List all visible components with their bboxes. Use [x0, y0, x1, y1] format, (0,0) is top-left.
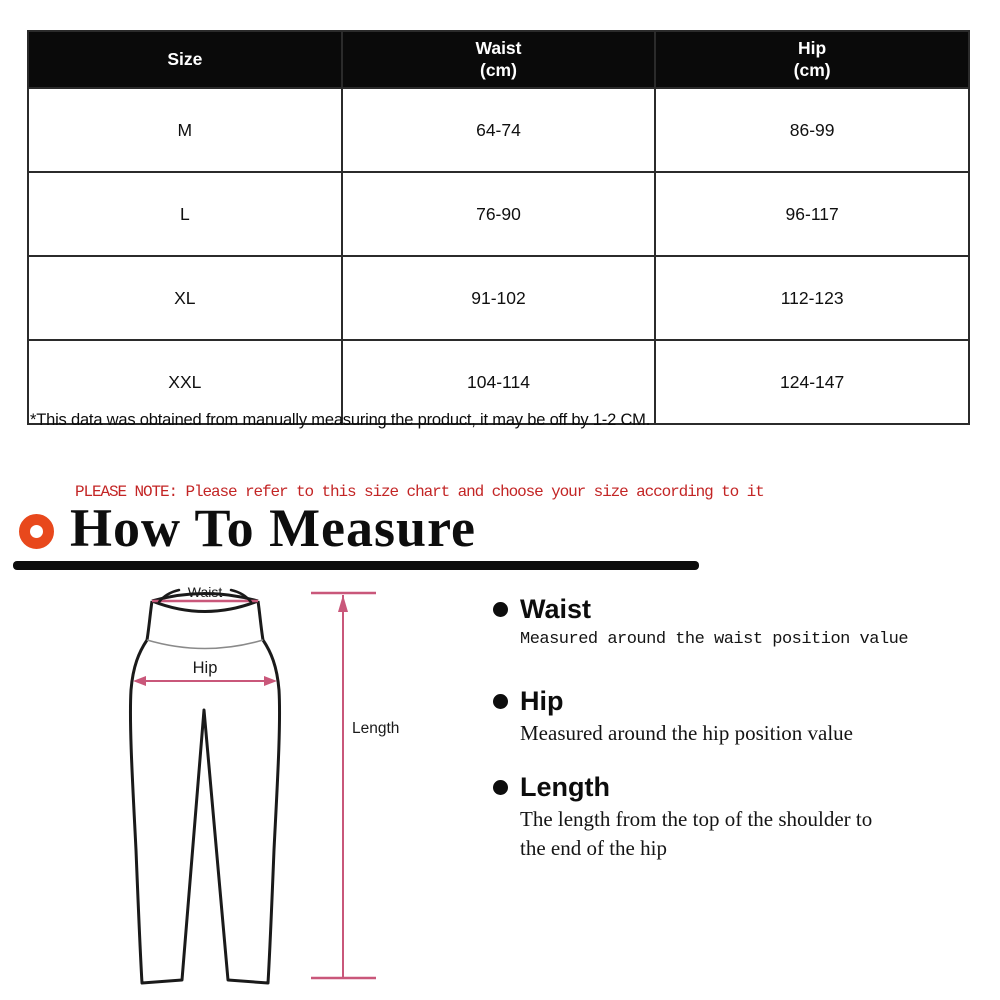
- waistband-seam: [147, 640, 263, 649]
- how-to-measure-heading: How To Measure: [70, 498, 477, 558]
- table-row-l: [28, 172, 969, 256]
- header-cell-size: [28, 31, 342, 88]
- waist-front-rim: [152, 601, 258, 612]
- bullet-desc-line: Measured around the waist position value: [520, 630, 909, 649]
- header-cell-waist: [342, 31, 656, 88]
- orange-ring-icon: [19, 514, 54, 549]
- table-header-row: [28, 31, 969, 88]
- header-label: Size: [167, 48, 203, 69]
- cell-hip: 124-147: [655, 340, 969, 424]
- cell-size: L: [28, 172, 342, 256]
- bullet-title: Hip: [520, 686, 564, 716]
- size-chart-table: [27, 30, 970, 425]
- cell-waist: 91-102: [342, 256, 656, 340]
- measure-bullet-length: [493, 772, 973, 863]
- cell-waist: 64-74: [342, 88, 656, 172]
- cell-size: XXL: [28, 340, 342, 424]
- bullet-title: Length: [520, 772, 610, 802]
- header-cell-hip: [655, 31, 969, 88]
- bullet-title: Waist: [520, 594, 592, 624]
- cell-size: XL: [28, 256, 342, 340]
- cell-waist: 76-90: [342, 172, 656, 256]
- table-row-m: [28, 88, 969, 172]
- bullet-dot-icon: [493, 694, 508, 709]
- length-label: Length: [352, 720, 400, 737]
- cell-hip: 96-117: [655, 172, 969, 256]
- measure-bullet-waist: [493, 594, 973, 653]
- header-label: Waist: [475, 37, 522, 58]
- hip-label: Hip: [192, 659, 218, 677]
- measure-bullet-hip: [493, 686, 973, 748]
- table-row-xl: [28, 256, 969, 340]
- bullet-desc-line: Measured around the hip position value: [520, 721, 854, 745]
- header-unit: (cm): [793, 59, 831, 80]
- cell-waist: 104-114: [342, 340, 656, 424]
- length-arrow-up-icon: [338, 595, 348, 612]
- waist-label: Waist: [187, 584, 223, 600]
- hip-arrow-right-icon: [264, 676, 277, 686]
- bullet-desc-line: the end of the hip: [520, 836, 667, 860]
- hip-arrow-left-icon: [133, 676, 146, 686]
- measurement-footnote: *This data was obtained from manually measuring the product, it may be off by 1-2 CM.: [30, 411, 651, 429]
- bullet-dot-icon: [493, 780, 508, 795]
- header-label: Hip: [798, 37, 827, 58]
- heading-underline: [13, 561, 699, 570]
- cell-hip: 86-99: [655, 88, 969, 172]
- cell-hip: 112-123: [655, 256, 969, 340]
- please-note-text: PLEASE NOTE: Please refer to this size chart and choose your size according to it: [75, 483, 764, 501]
- pants-measurement-diagram: [88, 578, 410, 1000]
- bullet-dot-icon: [493, 602, 508, 617]
- cell-size: M: [28, 88, 342, 172]
- header-unit: (cm): [480, 59, 517, 80]
- bullet-desc-line: The length from the top of the shoulder to: [520, 807, 873, 831]
